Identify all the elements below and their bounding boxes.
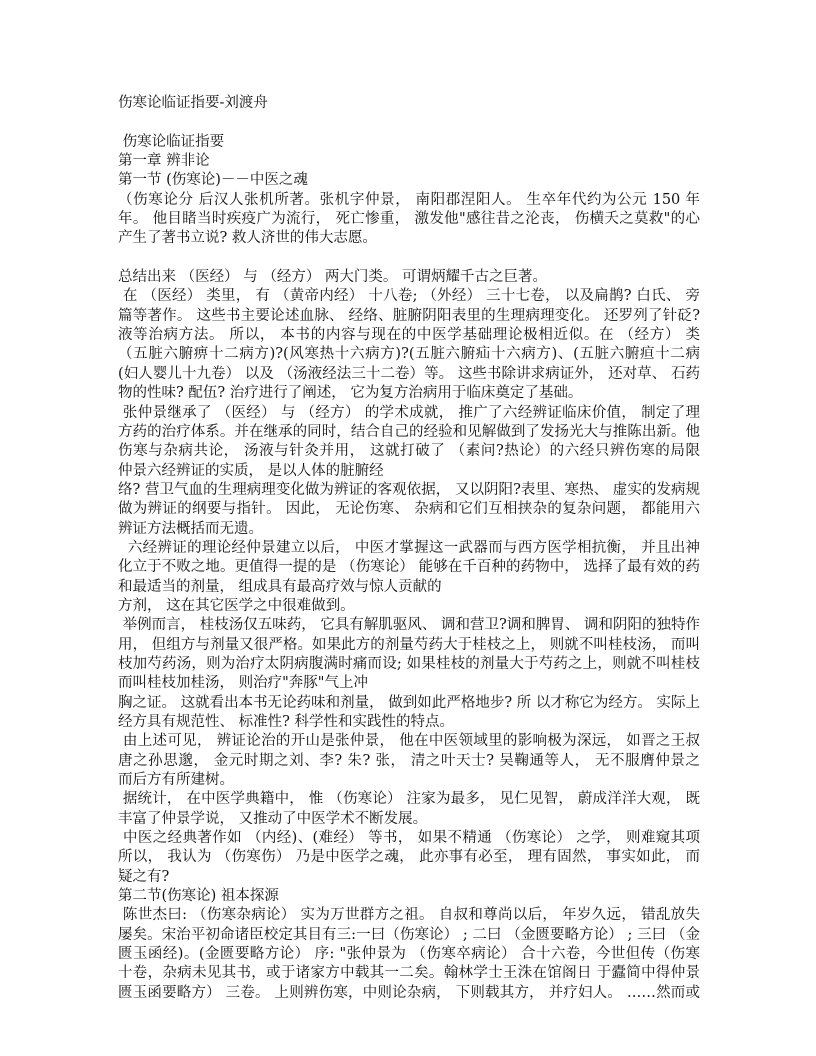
body-text-line: 和最适当的剂量， 组成具有最高疗效与惊人贡献的 xyxy=(118,578,442,595)
body-text-line: 匮玉函经)。(金匮要略方论） 序: "张仲景为 （伤寒卒病论） 合十六卷，今世但传（伤寒 xyxy=(118,946,700,963)
body-text-line: 液等治病方法。 所以， 本书的内容与现在的中医学基础理论极相近似。在 （经方） 类 xyxy=(118,327,700,344)
body-text-line: 而叫桂枝加桂汤， 则治疗"奔豚"气上冲 xyxy=(118,675,368,692)
body-text-line xyxy=(118,249,700,268)
book-title: 伤寒论临证指要 xyxy=(118,133,225,150)
body-text-line: 伤寒与杂病共论， 汤液与针灸并用， 这就打破了 （素问?热论）的六经只辨伤寒的局限 xyxy=(118,443,700,460)
body-text-line: 十卷，杂病未见其书，或于诸家方中载其一二矣。翰林学士王洙在馆阁日 于蠹简中得仲景 xyxy=(118,965,700,982)
body-text-line: （五脏六腑痹十二病方)?(风寒热十六病方)?(五脏六腑疝十六病方)、(五脏六腑疸十二病 xyxy=(118,346,700,363)
body-text-line: 而后方有所建树。 xyxy=(118,772,234,789)
body-text-line: 中医之经典著作如 （内经)、(难经） 等书， 如果不精通 （伤寒论） 之学， 则难窥其项 xyxy=(122,830,700,847)
body-text-line: 唐之孙思邈， 金元时期之刘、李? 朱? 张， 清之叶天士? 吴鞠通等人， 无不服膺仲景之 xyxy=(118,752,700,769)
body-text-line: 辨证方法概括而无遗。 xyxy=(118,520,263,537)
body-text-line: 六经辨证的理论经仲景建立以后， 中医才掌握这一武器而与西方医学相抗衡， 并且出神 xyxy=(127,539,700,556)
body-text-line: 用， 但组方与剂量又很严格。如果此方的剂量芍药大于桂枝之上， 则就不叫桂枝汤， 而叫 xyxy=(118,636,700,653)
body-text-line: 化立于不败之地。更值得一提的是 （伤寒论） 能够在千百种的药物中， 选择了最有效的药 xyxy=(118,559,700,576)
body-text-line: 篇等著作。 这些书主要论述血脉、 经络、脏腑阴阳表里的生理病理变化。 还罗列了针砭? xyxy=(118,307,700,324)
chapter-heading: 第一章 辨非论 xyxy=(118,153,210,170)
body-text-line: 做为辨证的纲要与指针。 因此， 无论伤寒、 杂病和它们互相挟杂的复杂问题， 都能用六 xyxy=(118,501,700,518)
body-text-line: 屡矣。宋治平初命诸臣校定其目有三:一曰（伤寒论） ; 二曰 （金匮要略方论） ; 三曰 （金 xyxy=(118,926,700,943)
section-heading: 第一节 (伤寒论)－－中医之魂 xyxy=(118,172,308,189)
body-text-line: (妇人婴儿十九卷） 以及 （汤液经法三十二卷）等。 这些书除讲求病证外， 还对草、 石药 xyxy=(118,365,700,382)
body-text-line: 陈世杰曰: （伤寒杂病论） 实为万世群方之祖。 自叔和尊尚以后， 年岁久远， 错乱放失 xyxy=(122,907,700,924)
body-text-line: 由上述可见， 辨证论治的开山是张仲景， 他在中医领域里的影响极为深远， 如晋之王叔 xyxy=(122,733,700,750)
body-text-line: 举例而言， 桂枝汤仅五味药， 它具有解肌驱风、 调和营卫?调和脾胃、 调和阴阳的独特作 xyxy=(118,617,700,634)
body-text-line: 方药的治疗体系。并在继承的同时，结合自己的经验和见解做到了发扬光大与推陈出新。他 xyxy=(118,423,700,440)
body-text-line: 在 （医经） 类里， 有 （黄帝内经） 十八卷; （外经） 三十七卷， 以及扁鹊? 白氏、 旁 xyxy=(118,288,700,305)
body-text-line: 方剂， 这在其它医学之中很难做到。 xyxy=(118,597,355,614)
body-text-line: 络? 营卫气血的生理病理变化做为辨证的客观依据， 又以阴阳?表里、寒热、 虚实的发病规 xyxy=(118,481,700,498)
body-text-line: 仲景六经辨证的实质， 是以人体的脏腑经 xyxy=(118,462,384,479)
body-text-line: 匮玉函要略方） 三卷。 上则辨伤寒，中则论杂病， 下则载其方， 并疗妇人。 ……然而或 xyxy=(118,984,700,1001)
body-text-line: 胸之证。 这就看出本书无论药味和剂量， 做到如此严格地步? 所 以才称它为经方。 实际上 xyxy=(118,694,700,711)
body-text-line: 疑之有? xyxy=(118,868,170,885)
body-text-line: 据统计， 在中医学典籍中， 惟 （伤寒论） 注家为最多， 见仁见智， 蔚成洋洋大观， 既 xyxy=(118,791,700,808)
body-text-line: 年。 他目睹当时疾疫广为流行， 死亡惨重， 激发他"感往昔之沦丧， 伤横夭之莫救"的心 xyxy=(118,211,700,228)
body-text-line: 枝加芍药汤，则为治疗太阴病腹满时痛而设; 如果桂枝的剂量大于芍药之上，则就不叫桂枝 xyxy=(118,655,700,672)
body-text-line: 丰富了仲景学说， 又推动了中医学术不断发展。 xyxy=(118,810,428,827)
body-text-line: 总结出来 （医经） 与 （经方） 两大门类。 可谓炳耀千古之巨著。 xyxy=(118,269,548,286)
body-text-line: 张仲景继承了 （医经） 与 （经方） 的学术成就， 推广了六经辨证临床价值， 制定了理 xyxy=(122,404,700,421)
section-heading: 第二节(伤寒论) 祖本探源 xyxy=(118,888,279,905)
document-page xyxy=(118,94,700,1003)
body-text-line: （伤寒论分 后汉人张机所著。张机字仲景， 南阳郡涅阳人。 生卒年代约为公元 150 年 xyxy=(118,191,700,208)
body-text-line: 经方具有规范性、 标准性? 科学性和实践性的特点。 xyxy=(118,714,454,730)
body-text-line: 产生了著书立说? 救人济世的伟大志愿。 xyxy=(118,230,377,247)
document-title: 伤寒论临证指要-刘渡舟 xyxy=(118,95,268,111)
body-text-line: 所以， 我认为 （伤寒伤） 乃是中医学之魂， 此亦事有必至， 理有固然， 事实如此， 而 xyxy=(118,849,700,866)
body-text-line: 物的性味? 配伍? 治疗进行了阐述， 它为复方治病用于临床奠定了基础。 xyxy=(118,385,583,402)
blank-line xyxy=(118,113,700,132)
